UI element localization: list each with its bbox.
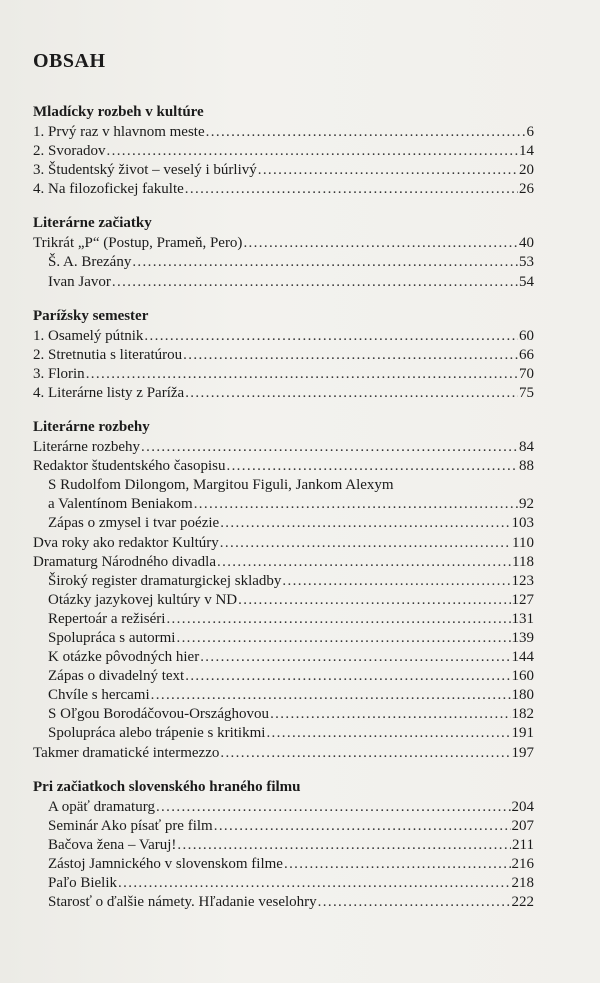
dot-leader: [185, 667, 510, 686]
toc-entry-page-number: 160: [511, 668, 534, 685]
toc-entry-page-number: 60: [519, 327, 534, 344]
toc-entry-page-number: 6: [526, 124, 534, 140]
toc-section: [33, 102, 534, 199]
toc-entry-page-number: 204: [511, 798, 534, 815]
dot-leader: [220, 534, 511, 553]
toc-entry-page-number: 182: [511, 706, 534, 723]
toc-entry[interactable]: [33, 123, 534, 142]
toc-entry-label: 4. Na filozofickej fakulte: [33, 181, 184, 198]
toc-entry-label: Trikrát „P“ (Postup, Prameň, Pero): [33, 235, 243, 252]
toc-entry-page-number: 40: [519, 235, 534, 252]
toc-entry-page-number: 110: [512, 534, 534, 551]
toc-entry[interactable]: [33, 142, 534, 161]
toc-entry-page-number: 218: [511, 875, 534, 891]
toc-entry-label: Repertoár a režiséri: [48, 610, 166, 627]
toc-entry-page-number: 144: [511, 649, 534, 666]
toc-entry-label: Zástoj Jamnického v slovenskom filme: [48, 855, 283, 872]
toc-entry-page-number: 66: [519, 346, 534, 363]
dot-leader: [141, 438, 518, 457]
toc-entry-page-number: 84: [519, 439, 534, 456]
dot-leader: [151, 686, 511, 705]
toc-entry-page-number: 14: [519, 143, 534, 160]
toc-entry-label: Literárne rozbehy: [33, 439, 141, 456]
toc-entry-label: Seminár Ako písať pre film: [48, 817, 213, 834]
table-of-contents: [33, 50, 534, 926]
toc-entry-page-number: 20: [519, 162, 534, 179]
toc-entry-label: A opäť dramaturg: [48, 798, 155, 815]
toc-entry-label: 3. Študentský život – veselý i búrlivý: [33, 162, 257, 179]
dot-leader: [220, 514, 510, 533]
toc-entry[interactable]: [33, 365, 534, 384]
dot-leader: [226, 457, 518, 476]
toc-entry-page-number: 54: [519, 273, 534, 290]
toc-section: [33, 306, 534, 403]
dot-leader: [220, 744, 510, 763]
toc-entry-label: Spolupráca alebo trápenie s kritikmi: [48, 725, 266, 742]
toc-entry[interactable]: [33, 514, 534, 533]
dot-leader: [166, 610, 510, 629]
toc-entry[interactable]: [33, 610, 534, 629]
toc-entry[interactable]: [33, 629, 534, 648]
toc-entry-label: 4. Literárne listy z Paríža: [33, 384, 185, 401]
toc-entry[interactable]: [33, 686, 534, 705]
dot-leader: [258, 161, 518, 180]
toc-entry-label: Paľo Bielik: [48, 875, 118, 891]
toc-section: [33, 213, 534, 291]
toc-entry-label: Redaktor študentského časopisu: [33, 458, 226, 475]
toc-entry-page-number: 123: [511, 572, 534, 589]
dot-leader: [214, 817, 511, 836]
toc-entry-page-number: 92: [519, 496, 534, 513]
toc-entry-label: Spolupráca s autormi: [48, 629, 176, 646]
toc-entry-page-number: 118: [512, 553, 534, 570]
toc-entry[interactable]: [33, 476, 534, 495]
toc-sections: [33, 102, 534, 912]
toc-entry[interactable]: [33, 180, 534, 199]
toc-entry-page-number: 216: [511, 855, 534, 872]
section-title: Mladícky rozbeh v kultúre: [33, 104, 204, 120]
toc-entry-page-number: 191: [511, 725, 534, 742]
toc-entry[interactable]: [33, 346, 534, 365]
dot-leader: [112, 273, 518, 292]
toc-section: [33, 777, 534, 913]
toc-entry-label: 1. Prvý raz v hlavnom meste: [33, 124, 205, 140]
dot-leader: [194, 495, 518, 514]
toc-entry[interactable]: [33, 874, 534, 893]
toc-entry-label: S Rudolfom Dilongom, Margitou Figuli, Jankom Alexym: [48, 477, 394, 494]
toc-entry[interactable]: [33, 744, 534, 763]
toc-entry-page-number: 211: [512, 836, 534, 853]
toc-entry[interactable]: [33, 798, 534, 817]
toc-entry[interactable]: [33, 161, 534, 180]
dot-leader: [183, 346, 518, 365]
toc-entry-label: 1. Osamelý pútnik: [33, 327, 144, 344]
toc-entry[interactable]: [33, 705, 534, 724]
toc-entry-page-number: 26: [519, 181, 534, 198]
dot-leader: [185, 384, 518, 403]
dot-leader: [185, 180, 518, 199]
toc-entry[interactable]: [33, 234, 534, 253]
toc-entry[interactable]: [33, 893, 534, 912]
toc-entry-label: S Oľgou Borodáčovou-Országhovou: [48, 706, 270, 723]
dot-leader: [238, 591, 510, 610]
toc-entry-label: 2. Stretnutia s literatúrou: [33, 346, 183, 363]
dot-leader: [144, 327, 518, 346]
dot-leader: [200, 648, 510, 667]
toc-entry-page-number: 127: [511, 591, 534, 608]
toc-entry[interactable]: [33, 253, 534, 272]
toc-entry-page-number: 139: [511, 629, 534, 646]
toc-entry-label: Bačova žena – Varuj!: [48, 836, 177, 853]
toc-entry-label: Ivan Javor: [48, 273, 111, 290]
toc-entry-label: Zápas o divadelný text: [48, 668, 185, 685]
toc-entry-page-number: 180: [511, 687, 534, 704]
toc-entry[interactable]: [33, 384, 534, 403]
toc-entry-page-number: 222: [511, 894, 534, 911]
toc-entry[interactable]: [33, 855, 534, 874]
toc-entry-page-number: 70: [519, 365, 534, 382]
toc-entry-label: Starosť o ďalšie námety. Hľadanie veselohry: [48, 894, 317, 911]
toc-entry[interactable]: [33, 553, 534, 572]
dot-leader: [86, 365, 518, 384]
dot-leader: [282, 572, 510, 591]
dot-leader: [107, 142, 519, 161]
toc-entry[interactable]: [33, 438, 534, 457]
dot-leader: [206, 123, 526, 142]
dot-leader: [217, 553, 511, 572]
toc-entry[interactable]: [33, 495, 534, 514]
toc-entry-label: K otázke pôvodných hier: [48, 649, 200, 666]
dot-leader: [284, 855, 511, 874]
toc-entry[interactable]: [33, 724, 534, 743]
toc-entry[interactable]: [33, 836, 534, 855]
toc-entry-page-number: 197: [511, 744, 534, 761]
toc-entry[interactable]: [33, 817, 534, 836]
toc-entry[interactable]: [33, 667, 534, 686]
dot-leader: [266, 724, 510, 743]
toc-entry-label: Dva roky ako redaktor Kultúry: [33, 534, 219, 551]
toc-entry-page-number: 207: [511, 817, 534, 834]
toc-title: OBSAH: [33, 50, 106, 72]
toc-entry-page-number: 53: [519, 254, 534, 271]
toc-entry[interactable]: [33, 273, 534, 292]
toc-entry-label: Otázky jazykovej kultúry v ND: [48, 591, 238, 608]
toc-entry-page-number: 131: [511, 610, 534, 627]
dot-leader: [176, 629, 510, 648]
dot-leader: [156, 798, 511, 817]
dot-leader: [318, 893, 511, 912]
dot-leader: [132, 253, 518, 272]
toc-entry-label: a Valentínom Beniakom: [48, 496, 193, 513]
toc-entry[interactable]: [33, 457, 534, 476]
toc-entry-page-number: 88: [519, 458, 534, 475]
section-title: Pri začiatkoch slovenského hraného filmu: [33, 778, 301, 795]
toc-entry-label: Dramaturg Národného divadla: [33, 553, 216, 570]
toc-entry[interactable]: [33, 327, 534, 346]
toc-entry-page-number: 75: [519, 384, 534, 401]
dot-leader: [270, 705, 510, 724]
toc-entry[interactable]: [33, 534, 534, 553]
dot-leader: [118, 874, 510, 893]
dot-leader: [177, 836, 511, 855]
toc-entry[interactable]: [33, 591, 534, 610]
toc-entry-label: Š. A. Brezány: [48, 254, 132, 271]
section-title: Literárne začiatky: [33, 215, 152, 232]
toc-entry-page-number: 103: [511, 515, 534, 532]
toc-entry-label: Široký register dramaturgickej skladby: [48, 572, 282, 589]
section-title: Literárne rozbehy: [33, 419, 150, 436]
toc-entry-label: 2. Svoradov: [33, 143, 106, 160]
toc-section: [33, 417, 534, 763]
toc-entry[interactable]: [33, 572, 534, 591]
toc-entry-label: Takmer dramatické intermezzo: [33, 744, 220, 761]
toc-entry-label: Zápas o zmysel i tvar poézie: [48, 515, 220, 532]
toc-entry-label: 3. Florin: [33, 365, 85, 382]
toc-entry-label: Chvíle s hercami: [48, 687, 150, 704]
section-title: Parížsky semester: [33, 307, 149, 324]
toc-entry[interactable]: [33, 648, 534, 667]
dot-leader: [243, 234, 518, 253]
